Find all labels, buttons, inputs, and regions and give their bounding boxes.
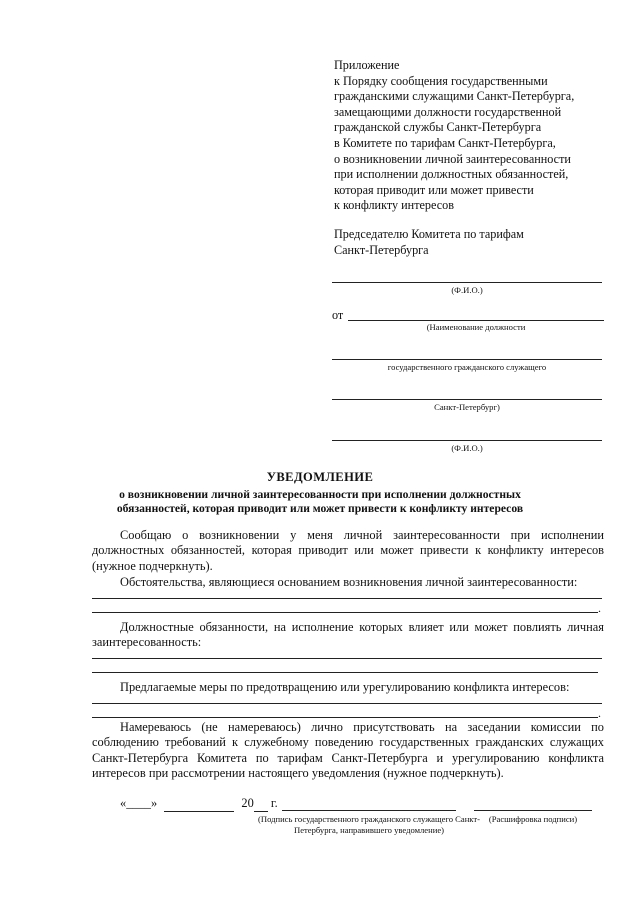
circumstances-line[interactable] [92,612,598,613]
paragraph-attendance: Намереваюсь (не намереваюсь) лично присутствовать на заседании комиссии по соблюдению требований к служебному поведению государственных гражданских служащих Санкт-Петербурга Комитета по тарифам Санкт-Петербурга и урегулированию конфликта интересов при рассмотрении настоящего уведомления (нужное подчеркнуть). [92,720,604,781]
duties-line[interactable] [92,658,602,659]
year-prefix: 20 [241,796,254,810]
notice-subtitle: о возникновении личной заинтересованности при исполнении должностных обязанностей, которая приводит или может привести к конфликту интересов [116,488,524,515]
period-mark: . [598,706,601,720]
position-line[interactable] [348,320,604,321]
appendix-line: к конфликту интересов [334,198,454,213]
spb-caption: Санкт-Петербург) [434,402,500,412]
fio2-line[interactable] [332,440,602,441]
appendix-line: к Порядку сообщения государственными [334,73,548,88]
notice-title: УВЕДОМЛЕНИЕ [266,470,374,484]
decoding-line[interactable] [474,810,592,811]
spb-line[interactable] [332,399,602,400]
appendix-line: при исполнении должностных обязанностей, [334,167,569,182]
from-label: от [332,308,344,322]
appendix-line: которая приводит или может привести [334,182,534,197]
paragraph-duties: Должностные обязанности, на исполнение которых влияет или может повлиять личная заинтересованность: [92,620,604,650]
measures-line[interactable] [92,703,602,704]
year-suffix: г. [270,796,278,810]
addressee-line: Санкт-Петербурга [334,242,429,257]
appendix-line: замещающими должности государственной [334,104,562,119]
duties-line[interactable] [92,672,598,673]
signature-caption: (Подпись государственного гражданского служащего Санкт-Петербурга, направившего уведомление) [258,814,480,835]
appendix-line: гражданской службы Санкт-Петербурга [334,120,542,135]
paragraph-statement: Сообщаю о возникновении у меня личной заинтересованности при исполнении должностных обязанностей, которая приводит или может привести к конфликту интересов (нужное подчеркнуть). [92,528,604,573]
fio2-caption: (Ф.И.О.) [451,443,483,453]
appendix-line: гражданскими служащими Санкт-Петербурга, [334,89,575,104]
fio-caption: (Ф.И.О.) [451,285,483,295]
civil-servant-caption: государственного гражданского служащего [387,362,547,372]
paragraph-measures: Предлагаемые меры по предотвращению или урегулированию конфликта интересов: [120,680,570,694]
appendix-block [334,58,574,214]
appendix-line: в Комитете по тарифам Санкт-Петербурга, [334,135,556,150]
position-caption: (Наименование должности [426,322,526,332]
appendix-line: о возникновении личной заинтересованности [334,151,571,166]
addressee-line: Председателю Комитета по тарифам [334,227,524,241]
civil-servant-line[interactable] [332,359,602,360]
appendix-line: Приложение [334,58,400,72]
decoding-caption: (Расшифровка подписи) [488,814,578,824]
signature-line[interactable] [282,810,456,811]
measures-line[interactable] [92,717,598,718]
fio-line[interactable] [332,282,602,283]
date-month-field[interactable] [164,796,234,812]
date-day[interactable]: «____» [120,796,158,810]
date-row [120,796,278,812]
circumstances-line[interactable] [92,598,602,599]
addressee-block [334,227,524,258]
period-mark: . [598,601,601,615]
paragraph-circumstances: Обстоятельства, являющиеся основанием возникновения личной заинтересованности: [120,575,578,589]
year-field[interactable] [254,796,268,812]
